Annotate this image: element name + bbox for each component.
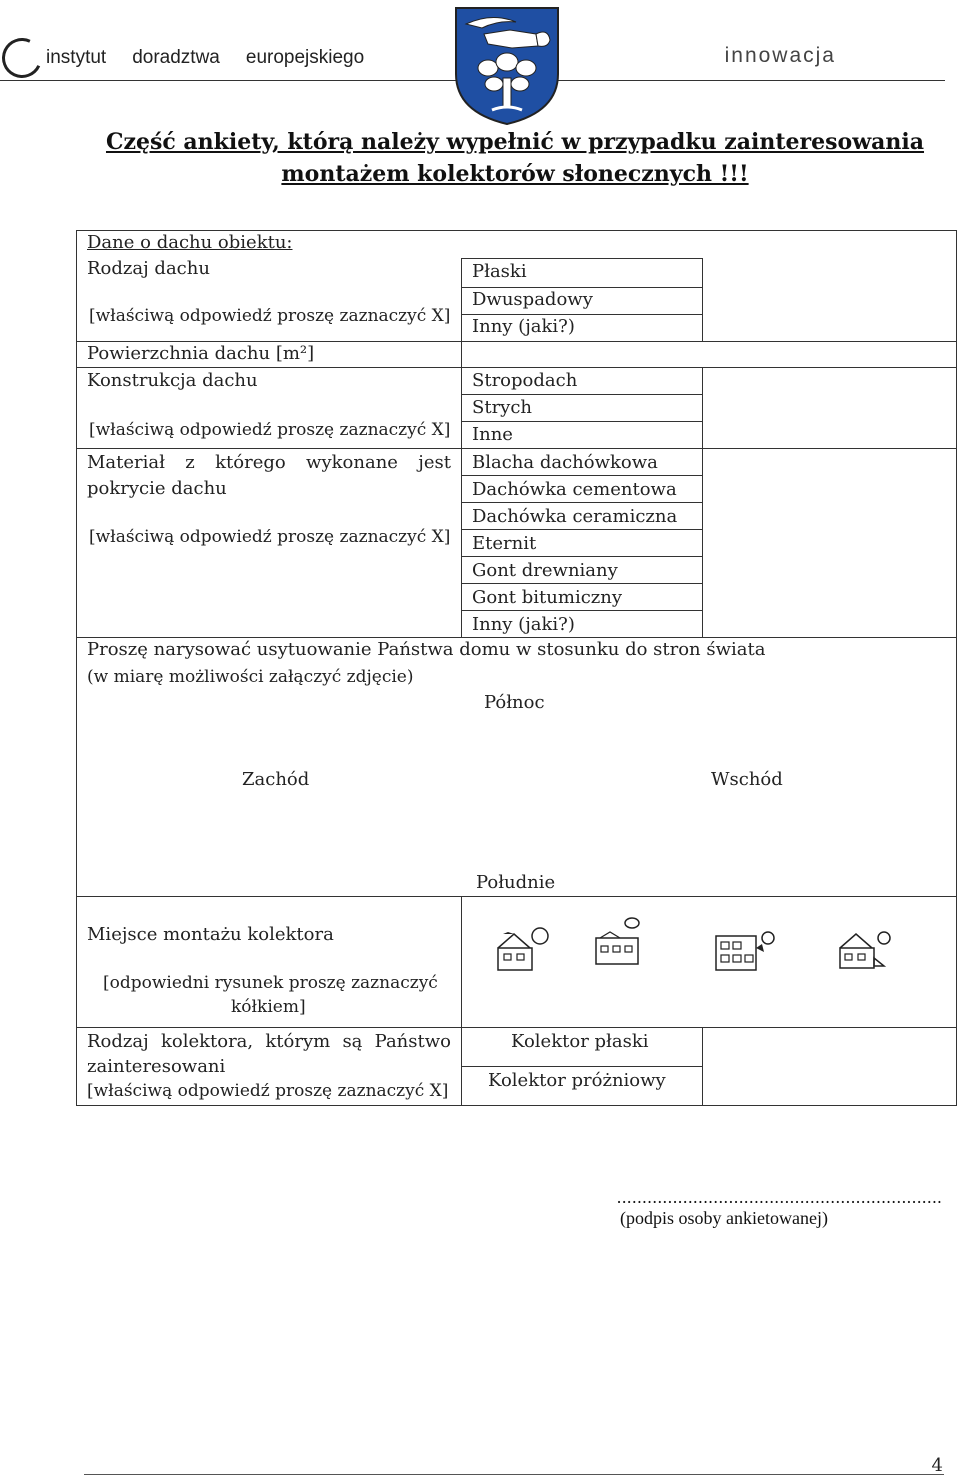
- page-number: 4: [931, 1455, 943, 1476]
- roof-material-label-line2: pokrycie dachu: [87, 478, 227, 499]
- wall-mount-icon[interactable]: [836, 926, 900, 972]
- checkbox-eternit[interactable]: [703, 530, 956, 556]
- mount-place-label: Miejsce montażu kolektora: [87, 924, 334, 945]
- input-roof-other[interactable]: [703, 315, 956, 341]
- page-title: Część ankiety, którą należy wypełnić w przypadku zainteresowania montażem kolektorów słonecznych !!!: [105, 129, 925, 187]
- logo-word: instytut: [46, 47, 107, 68]
- roof-material-hint: [właściwą odpowiedź proszę zaznaczyć X]: [89, 527, 451, 547]
- signature-label: (podpis osoby ankietowanej): [620, 1208, 828, 1228]
- option-attic: Strych: [472, 397, 533, 418]
- roof-survey-form: [76, 230, 957, 1106]
- checkbox-flat-roof-slab[interactable]: [703, 368, 956, 394]
- checkbox-ceramic-tile[interactable]: [703, 503, 956, 529]
- roof-construction-label: Konstrukcja dachu: [87, 370, 258, 391]
- logo-word: doradztwa: [132, 47, 220, 68]
- roof-type-label: Rodzaj dachu: [87, 258, 210, 279]
- checkbox-flat[interactable]: [703, 259, 956, 287]
- option-bitumen-shingle: Gont bitumiczny: [472, 587, 623, 608]
- roof-area-input[interactable]: [462, 342, 956, 367]
- orientation-prompt: Proszę narysować usytuowanie Państwa domu w stosunku do stron świata: [87, 639, 766, 660]
- building-roof-icon[interactable]: [594, 916, 654, 972]
- option-cement-tile: Dachówka cementowa: [472, 479, 677, 500]
- north-label: Północ: [484, 692, 545, 713]
- house-roof-icon[interactable]: [494, 926, 554, 972]
- checkbox-vacuum-collector[interactable]: [703, 1067, 956, 1105]
- checkbox-gable[interactable]: [703, 288, 956, 314]
- coat-of-arms-icon: [452, 4, 562, 126]
- option-roof-other: Inny (jaki?): [472, 316, 575, 337]
- mount-place-hint-line2: kółkiem]: [231, 997, 306, 1017]
- input-material-other[interactable]: [703, 611, 956, 637]
- checkbox-flat-collector[interactable]: [703, 1028, 956, 1066]
- signature-line[interactable]: ................................................................: [616, 1188, 942, 1207]
- option-material-other: Inny (jaki?): [472, 614, 575, 635]
- south-label: Południe: [476, 872, 556, 893]
- checkbox-wood-shingle[interactable]: [703, 557, 956, 583]
- logo-innowacja: innowacja: [724, 44, 836, 67]
- roof-material-label-line1: Materiał z którego wykonane jest: [87, 452, 451, 473]
- checkbox-metal-tile[interactable]: [703, 449, 956, 475]
- option-construction-other: Inne: [472, 424, 513, 445]
- section-header: Dane o dachu obiektu:: [87, 232, 293, 253]
- option-flat-roof-slab: Stropodach: [472, 370, 578, 391]
- collector-type-hint: [właściwą odpowiedź proszę zaznaczyć X]: [87, 1081, 449, 1101]
- option-metal-tile: Blacha dachówkowa: [472, 452, 658, 473]
- orientation-drawing-area[interactable]: [77, 720, 956, 870]
- east-label: Wschód: [711, 769, 783, 790]
- footer-divider: [84, 1474, 944, 1475]
- ground-mount-icon[interactable]: [714, 930, 778, 974]
- checkbox-attic[interactable]: [703, 395, 956, 421]
- roof-type-hint: [właściwą odpowiedź proszę zaznaczyć X]: [89, 306, 451, 326]
- option-ceramic-tile: Dachówka ceramiczna: [472, 506, 678, 527]
- option-flat: Płaski: [472, 261, 527, 282]
- logo-word: europejskiego: [245, 47, 365, 68]
- option-vacuum-collector: Kolektor próżniowy: [488, 1070, 666, 1091]
- orientation-note: (w miarę możliwości załączyć zdjęcie): [87, 667, 414, 687]
- checkbox-cement-tile[interactable]: [703, 476, 956, 502]
- option-eternit: Eternit: [472, 533, 537, 554]
- option-wood-shingle: Gont drewniany: [472, 560, 618, 581]
- logo-ring-icon: [0, 32, 48, 83]
- roof-area-label: Powierzchnia dachu [m²]: [87, 343, 315, 364]
- west-label: Zachód: [242, 769, 310, 790]
- roof-construction-hint: [właściwą odpowiedź proszę zaznaczyć X]: [89, 420, 451, 440]
- option-gable: Dwuspadowy: [472, 289, 593, 310]
- mount-place-hint-line1: [odpowiedni rysunek proszę zaznaczyć: [103, 973, 438, 993]
- collector-type-label-line1: Rodzaj kolektora, którym są Państwo: [87, 1031, 451, 1052]
- option-flat-collector: Kolektor płaski: [511, 1031, 649, 1052]
- collector-type-label-line2: zainteresowani: [87, 1056, 226, 1077]
- logo-instytut: [2, 36, 364, 80]
- checkbox-construction-other[interactable]: [703, 422, 956, 448]
- checkbox-bitumen-shingle[interactable]: [703, 584, 956, 610]
